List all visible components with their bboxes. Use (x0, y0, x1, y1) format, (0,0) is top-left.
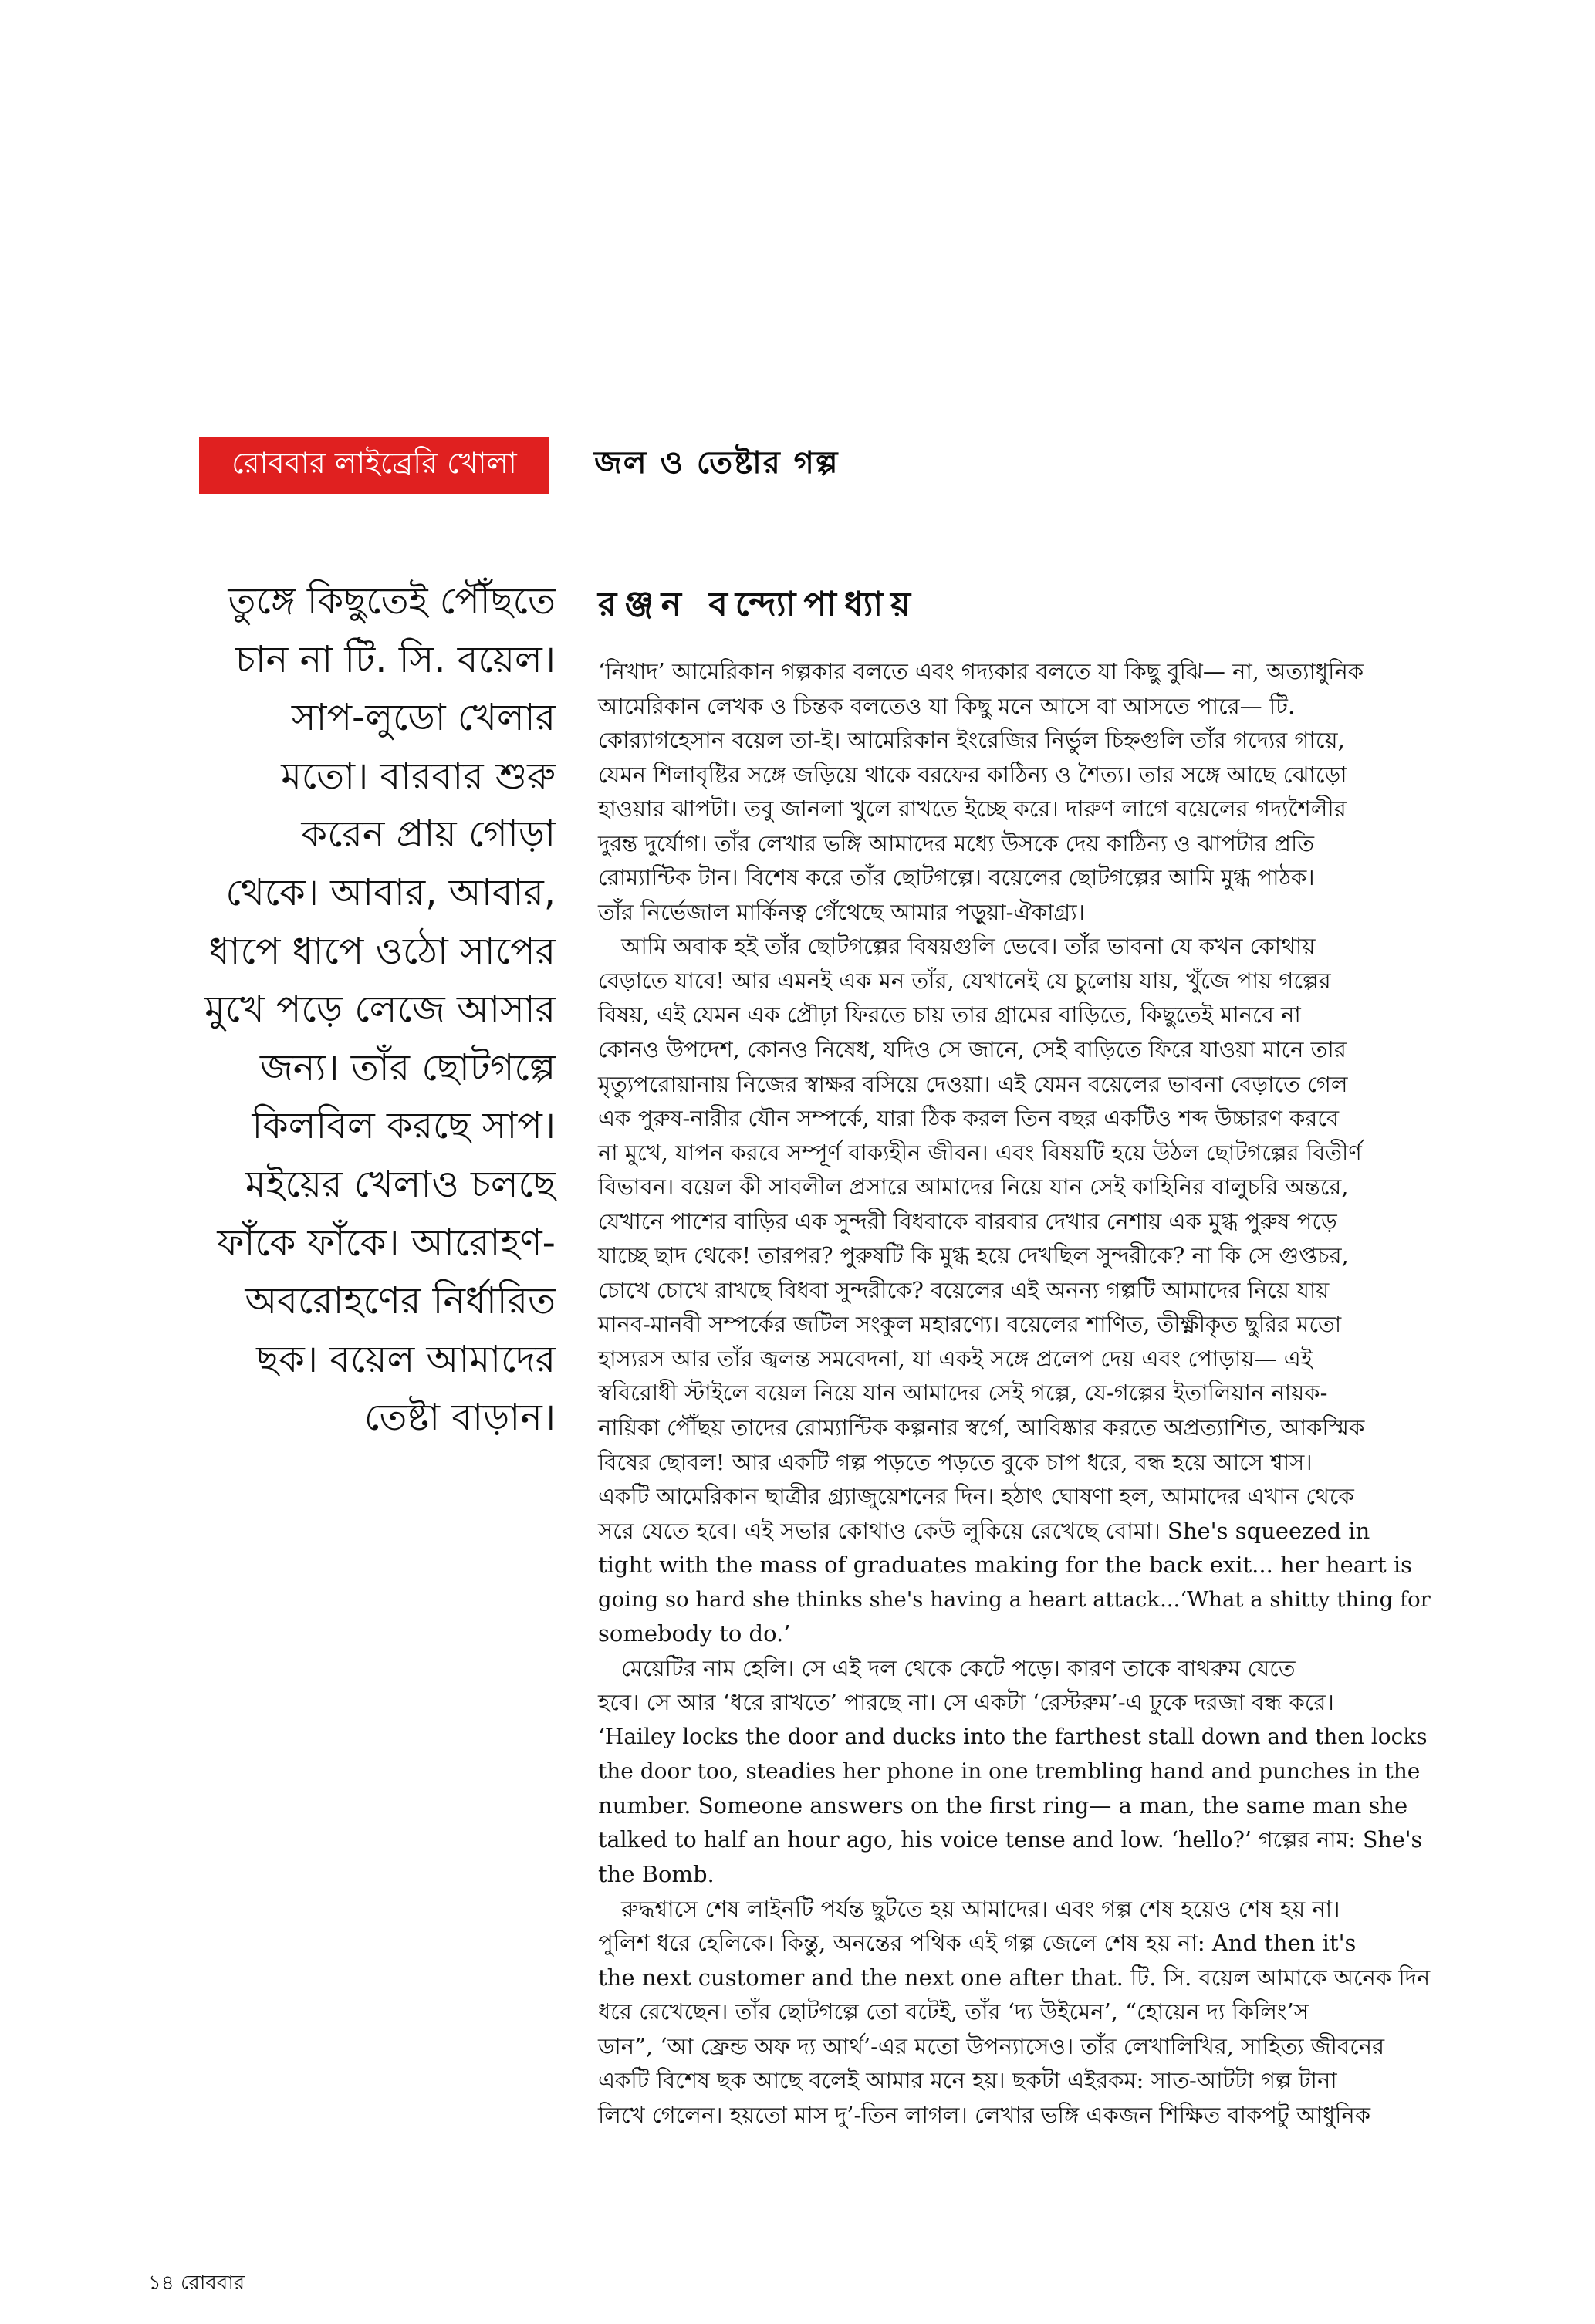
pull-quote-line: মতো। বারবার শুরু (281, 754, 556, 798)
body-line: হাস্যরস আর তাঁর জ্বলন্ত সমবেদনা, যা একই সঙ্গে প্রলেপ দেয় এবং পোড়ায়— এই (598, 1345, 1313, 1372)
body-line: কোর‍্যাগহেসান বয়েল তা-ই। আমেরিকান ইংরেজির নির্ভুল চিহ্নগুলি তাঁর গদ্যের গায়ে, (598, 727, 1345, 754)
body-line: স্ববিরোধী স্টাইলে বয়েল নিয়ে যান আমাদের সেই গল্পে, যে-গল্পের ইতালিয়ান নায়ক- (598, 1380, 1328, 1407)
body-line: রোম্যান্টিক টান। বিশেষ করে তাঁর ছোটগল্পে। বয়েলের ছোটগল্পের আমি মুগ্ধ পাঠক। (598, 864, 1315, 891)
pull-quote-line: মুখে পড়ে লেজে আসার (204, 988, 556, 1032)
body-line: somebody to do.’ (598, 1620, 791, 1647)
body-line: চোখে চোখে রাখছে বিধবা সুন্দরীকে? বয়েলের এই অনন্য গল্পটি আমাদের নিয়ে যায় (598, 1276, 1330, 1303)
body-line: মেয়েটির নাম হেলি। সে এই দল থেকে কেটে পড়ে। কারণ তাকে বাথরুম যেতে (621, 1654, 1296, 1681)
body-line: যেখানে পাশের বাড়ির এক সুন্দরী বিধবাকে বারবার দেখার নেশায় এক মুগ্ধ পুরুষ পড়ে (598, 1208, 1337, 1235)
pull-quote-line: সাপ-লুডো খেলার (291, 696, 556, 740)
pull-quote-line: মইয়ের খেলাও চলছে (245, 1162, 556, 1206)
body-line: একটি আমেরিকান ছাত্রীর গ্র্যাজুয়েশনের দিন। হঠাৎ ঘোষণা হল, আমাদের এখান থেকে (598, 1483, 1354, 1510)
body-line: যেমন শিলাবৃষ্টির সঙ্গে জড়িয়ে থাকে বরফের কাঠিন্য ও শৈত্য। তার সঙ্গে আছে ঝোড়ো (598, 761, 1347, 788)
body-line: মানব-মানবী সম্পর্কের জটিল সংকুল মহারণ্যে। বয়েলের শাণিত, তীক্ষ্ণীকৃত ছুরির মতো (598, 1311, 1342, 1338)
body-line: the Bomb. (598, 1861, 715, 1888)
body-line: tight with the mass of graduates making for the back exit... her heart is (598, 1552, 1412, 1579)
pull-quote-line: তেষ্টা বাড়ান। (363, 1396, 556, 1440)
body-line: ‘নিখাদ’ আমেরিকান গল্পকার বলতে এবং গদ্যকার বলতে যা কিছু বুঝি— না, অত্যাধুনিক (598, 658, 1364, 684)
body-line: এক পুরুষ-নারীর যৌন সম্পর্কে, যারা ঠিক করল তিন বছর একটিও শব্দ উচ্চারণ করবে (598, 1105, 1340, 1132)
body-line: আমি অবাক হই তাঁর ছোটগল্পের বিষয়গুলি ভেবে। তাঁর ভাবনা যে কখন কোথায় (621, 933, 1316, 960)
body-line: number. Someone answers on the first ring— a man, the same man she (598, 1792, 1408, 1819)
body-line: talked to half an hour ago, his voice tense and low. ‘hello?’ গল্পের নাম: She's (598, 1826, 1423, 1853)
body-line: বিষয়, এই যেমন এক প্রৌঢ়া ফিরতে চায় তার গ্রামের বাড়িতে, কিছুতেই মানবে না (598, 1002, 1301, 1029)
body-line: আমেরিকান লেখক ও চিন্তক বলতেও যা কিছু মনে আসে বা আসতে পারে— টি. (598, 692, 1296, 719)
pull-quote-line: থেকে। আবার, আবার, (225, 870, 556, 914)
body-line: বিভাবন। বয়েল কী সাবলীল প্রসারে আমাদের নিয়ে যান সেই কাহিনির বালুচরি অন্তরে, (598, 1174, 1349, 1201)
body-line: the door too, steadies her phone in one trembling hand and punches in the (598, 1758, 1421, 1784)
pull-quote-line: করেন প্রায় গোড়া (301, 812, 556, 856)
body-line: মৃত্যুপরোয়ানায় নিজের স্বাক্ষর বসিয়ে দেওয়া। এই যেমন বয়েলের ভাবনা বেড়াতে গেল (598, 1070, 1348, 1097)
body-line: বেড়াতে যাবে! আর এমনই এক মন তাঁর, যেখানেই যে চুলোয় যায়, খুঁজে পায় গল্পের (598, 967, 1331, 994)
body-line: ডান”, ‘আ ফ্রেন্ড অফ দ্য আর্থ’-এর মতো উপন্যাসেও। তাঁর লেখালিখির, সাহিত্য জীবনের (598, 2032, 1385, 2059)
body-line: পুলিশ ধরে হেলিকে। কিন্তু, অনন্তের পথিক এই গল্প জেলে শেষ হয় না: And then it's (598, 1930, 1357, 1957)
body-line: হাওয়ার ঝাপটা। তবু জানলা খুলে রাখতে ইচ্ছে করে। দারুণ লাগে বয়েলের গদ্যশৈলীর (598, 795, 1347, 823)
body-line: না মুখে, যাপন করবে সম্পূর্ণ বাক্যহীন জীবন। এবং বিষয়টি হয়ে উঠল ছোটগল্পের বিতীর্ণ (598, 1139, 1362, 1166)
body-line: বিষের ছোবল! আর একটি গল্প পড়তে পড়তে বুকে চাপ ধরে, বন্ধ হয়ে আসে শ্বাস। (598, 1448, 1313, 1475)
pull-quote-line: চান না টি. সি. বয়েল। (235, 637, 556, 681)
body-line: যাচ্ছে ছাদ থেকে! তারপর? পুরুষটি কি মুগ্ধ হয়ে দেখছিল সুন্দরীকে? না কি সে গুপ্তচর, (598, 1242, 1349, 1269)
body-line: ধরে রেখেছেন। তাঁর ছোটগল্পে তো বটেই, তাঁর ‘দ্য উইমেন’, “হোয়েন দ্য কিলিং’স (598, 1998, 1309, 2025)
pull-quote (154, 573, 556, 1447)
pull-quote-line: অবরোহণের নির্ধারিত (245, 1279, 556, 1323)
body-line: রুদ্ধশ্বাসে শেষ লাইনটি পর্যন্ত ছুটতে হয় আমাদের। এবং গল্প শেষ হয়েও শেষ হয় না। (621, 1895, 1340, 1922)
body-line: নায়িকা পৌঁছয় তাদের রোম্যান্টিক কল্পনার স্বর্গে, আবিষ্কার করতে অপ্রত্যাশিত, আকস্মিক (598, 1414, 1365, 1441)
body-line: কোনও উপদেশ, কোনও নিষেধ, যদিও সে জানে, সেই বাড়িতে ফিরে যাওয়া মানে তার (598, 1036, 1347, 1063)
body-line: দুরন্ত দুর্যোগ। তাঁর লেখার ভঙ্গি আমাদের মধ্যে উসকে দেয় কাঠিন্য ও ঝাপটার প্রতি (598, 829, 1315, 856)
body-line: সরে যেতে হবে। এই সভার কোথাও কেউ লুকিয়ে রেখেছে বোমা। She's squeezed in (598, 1517, 1370, 1544)
article-title: জল ও তেষ্টার গল্প (594, 445, 840, 481)
section-tag: রোববার লাইব্রেরি খোলা (199, 437, 549, 494)
body-line: going so hard she thinks she's having a heart attack...‘What a shitty thing for (598, 1586, 1431, 1612)
body-line: ‘Hailey locks the door and ducks into the farthest stall down and then locks (598, 1723, 1428, 1749)
pull-quote-line: ফাঁকে ফাঁকে। আরোহণ- (217, 1221, 556, 1265)
body-line: একটি বিশেষ ছক আছে বলেই আমার মনে হয়। ছকটা এইরকম: সাত-আটটা গল্প টানা (598, 2067, 1337, 2094)
pull-quote-line: ধাপে ধাপে ওঠো সাপের (208, 929, 556, 973)
pull-quote-line: তুঙ্গে কিছুতেই পৌঁছতে (228, 579, 556, 623)
body-line: তাঁর নির্ভেজাল মার্কিনত্ব গেঁথেছে আমার পড়ুয়া-ঐকাগ্র্য। (598, 898, 1085, 925)
page-folio: ১৪ রোববার (148, 2272, 245, 2295)
author-byline: রঞ্জন বন্দ্যোপাধ্যায় (598, 585, 919, 624)
body-line: হবে। সে আর ‘ধরে রাখতে’ পারছে না। সে একটা ‘রেস্টরুম’-এ ঢুকে দরজা বন্ধ করে। (598, 1689, 1334, 1716)
body-line: the next customer and the next one after that. টি. সি. বয়েল আমাকে অনেক দিন (598, 1964, 1431, 1991)
body-line: লিখে গেলেন। হয়তো মাস দু’-তিন লাগল। লেখার ভঙ্গি একজন শিক্ষিত বাকপটু আধুনিক (598, 2101, 1370, 2128)
pull-quote-line: জন্য। তাঁর ছোটগল্পে (259, 1045, 556, 1089)
article-body (598, 654, 1431, 2133)
pull-quote-line: ছক। বয়েল আমাদের (256, 1337, 556, 1381)
pull-quote-line: কিলবিল করছে সাপ। (252, 1104, 556, 1148)
